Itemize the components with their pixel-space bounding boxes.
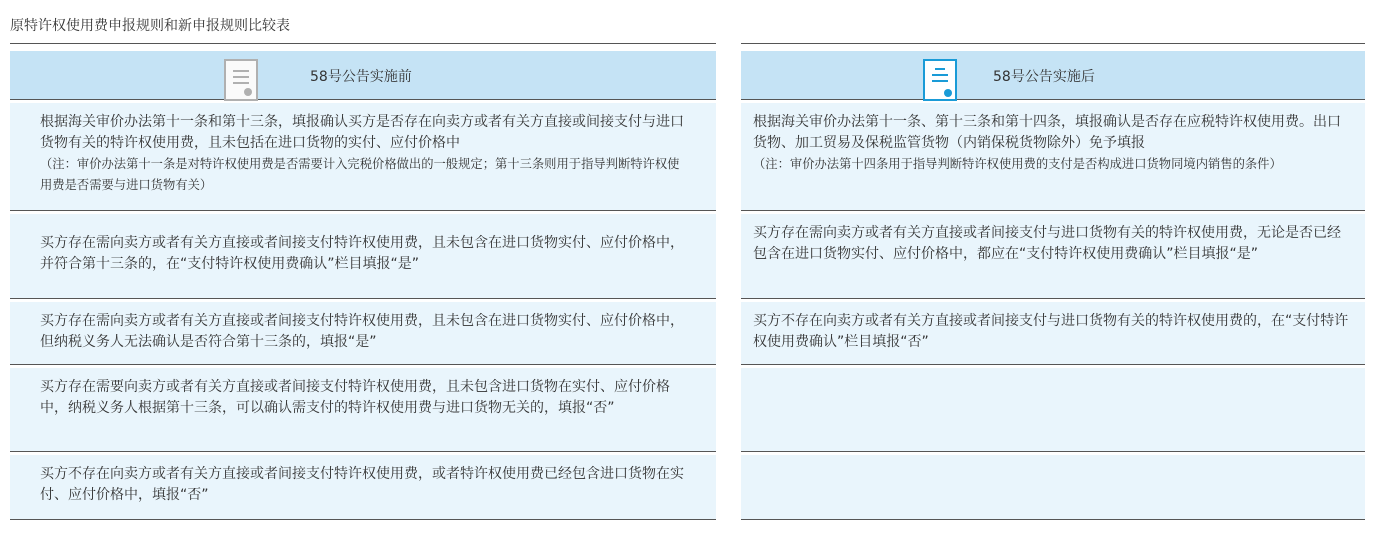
row-text: 买方不存在向卖方或者有关方直接或者间接支付特许权使用费，或者特许权使用费已经包含进口货物在实付、应付价格中，填报“否”: [40, 466, 684, 503]
table-row: [10, 368, 716, 452]
column-after: [741, 43, 1365, 350]
column-before: [10, 43, 716, 503]
table-row: [10, 103, 716, 211]
row-note: （注：审价办法第十一条是对特许权使用费是否需要计入完税价格做出的一般规定；第十三条则用于指导判断特许权使用费是否需要与进口货物有关）: [40, 157, 680, 192]
page-title: 原特许权使用费申报规则和新申报规则比较表: [10, 18, 290, 34]
top-rule: [10, 43, 716, 44]
column-header-after: [741, 51, 1365, 100]
row-text: 买方存在需要向卖方或者有关方直接或者间接支付特许权使用费，且未包含进口货物在实付、应付价格中，纳税义务人根据第十三条，可以确认需支付的特许权使用费与进口货物无关的，填报“否”: [40, 379, 670, 416]
table-row-empty: [741, 455, 1365, 520]
table-row: [10, 214, 716, 299]
row-text: 根据海关审价办法第十一条和第十三条，填报确认买方是否存在向卖方或者有关方直接或间接支付与进口货物有关的特许权使用费，且未包括在进口货物的实付、应付价格中: [40, 114, 684, 151]
row-note: （注：审价办法第十四条用于指导判断特许权使用费的支付是否构成进口货物同境内销售的条件）: [753, 157, 1282, 171]
certificate-icon: [222, 58, 260, 104]
row-text: 买方存在需向卖方或者有关方直接或者间接支付特许权使用费，且未包含在进口货物实付、应付价格中，并符合第十三条的，在“支付特许权使用费确认”栏目填报“是”: [40, 235, 684, 272]
row-text: 买方不存在向卖方或者有关方直接或者间接支付与进口货物有关的特许权使用费的，在“支付特许权使用费确认”栏目填报“否”: [753, 313, 1349, 350]
table-row: [741, 103, 1365, 211]
certificate-icon: [921, 58, 959, 104]
row-text: 根据海关审价办法第十一条、第十三条和第十四条，填报确认是否存在应税特许权使用费。出口货物、加工贸易及保税监管货物（内销保税货物除外）免予填报: [753, 114, 1341, 151]
column-header-label: 58号公告实施后: [993, 69, 1095, 85]
table-row: [741, 302, 1365, 365]
top-rule: [741, 43, 1365, 44]
table-row-empty: [741, 368, 1365, 452]
table-row: [10, 302, 716, 365]
row-text: 买方存在需向卖方或者有关方直接或者间接支付与进口货物有关的特许权使用费，无论是否已经包含在进口货物实付、应付价格中，都应在“支付特许权使用费确认”栏目填报“是”: [753, 225, 1341, 262]
table-row: [741, 214, 1365, 299]
row-text: 买方存在需向卖方或者有关方直接或者间接支付特许权使用费，且未包含在进口货物实付、应付价格中，但纳税义务人无法确认是否符合第十三条的，填报“是”: [40, 313, 684, 350]
column-header-label: 58号公告实施前: [310, 69, 412, 85]
table-row: [10, 455, 716, 520]
column-header-before: [10, 51, 716, 100]
